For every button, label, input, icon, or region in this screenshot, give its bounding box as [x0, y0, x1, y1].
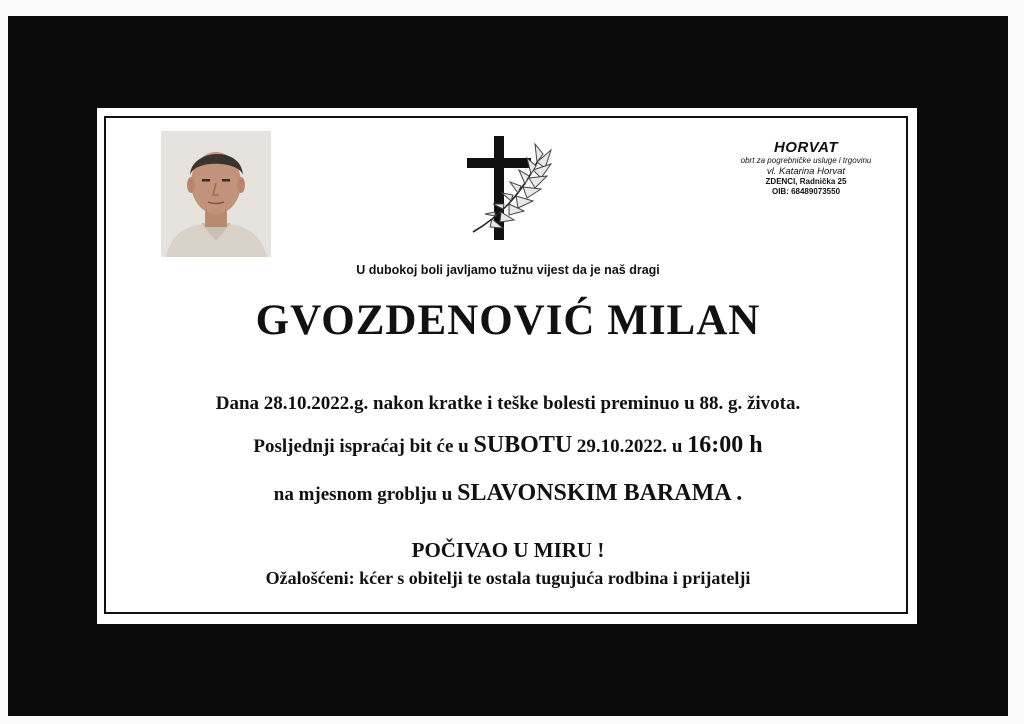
card-frame	[104, 116, 908, 614]
funeral-home-header	[706, 140, 906, 197]
funeral-home-oib: OIB: 68489073550	[771, 187, 841, 196]
portrait-photo	[161, 131, 271, 257]
funeral-time: 16:00 h	[687, 432, 763, 458]
funeral-home-owner: vl. Katarina Horvat	[766, 166, 846, 177]
death-date-line: Dana 28.10.2022.g. nakon kratke i teške bolesti preminuo u 88. g. života.	[215, 393, 801, 414]
intro-line: U dubokoj boli javljamo tužnu vijest da je naš dragi	[356, 263, 660, 277]
funeral-text-b: 29.10.2022. u	[572, 436, 688, 457]
funeral-text-a: Posljednji ispraćaj bit će u	[253, 436, 474, 457]
cross-with-palm-icon	[467, 136, 559, 244]
funeral-home-description: obrt za pogrebničke usluge i trgovinu	[740, 156, 872, 165]
cemetery-place: SLAVONSKIM BARAMA .	[457, 480, 743, 506]
funeral-home-address: ZDENCI, Radnička 25	[765, 177, 847, 186]
cemetery-line	[106, 480, 910, 507]
deceased-name: GVOZDENOVIĆ MILAN	[255, 297, 761, 344]
rest-in-peace: POČIVAO U MIRU !	[411, 538, 605, 562]
funeral-home-name: HORVAT	[773, 139, 839, 156]
cemetery-text: na mjesnom groblju u	[273, 484, 458, 505]
funeral-time-line	[106, 432, 910, 459]
mourners-line: Ožalošćeni: kćer s obitelji te ostala tugujuća rodbina i prijatelji	[265, 568, 751, 588]
funeral-day: SUBOTU	[473, 432, 573, 458]
obituary-card	[97, 108, 917, 624]
